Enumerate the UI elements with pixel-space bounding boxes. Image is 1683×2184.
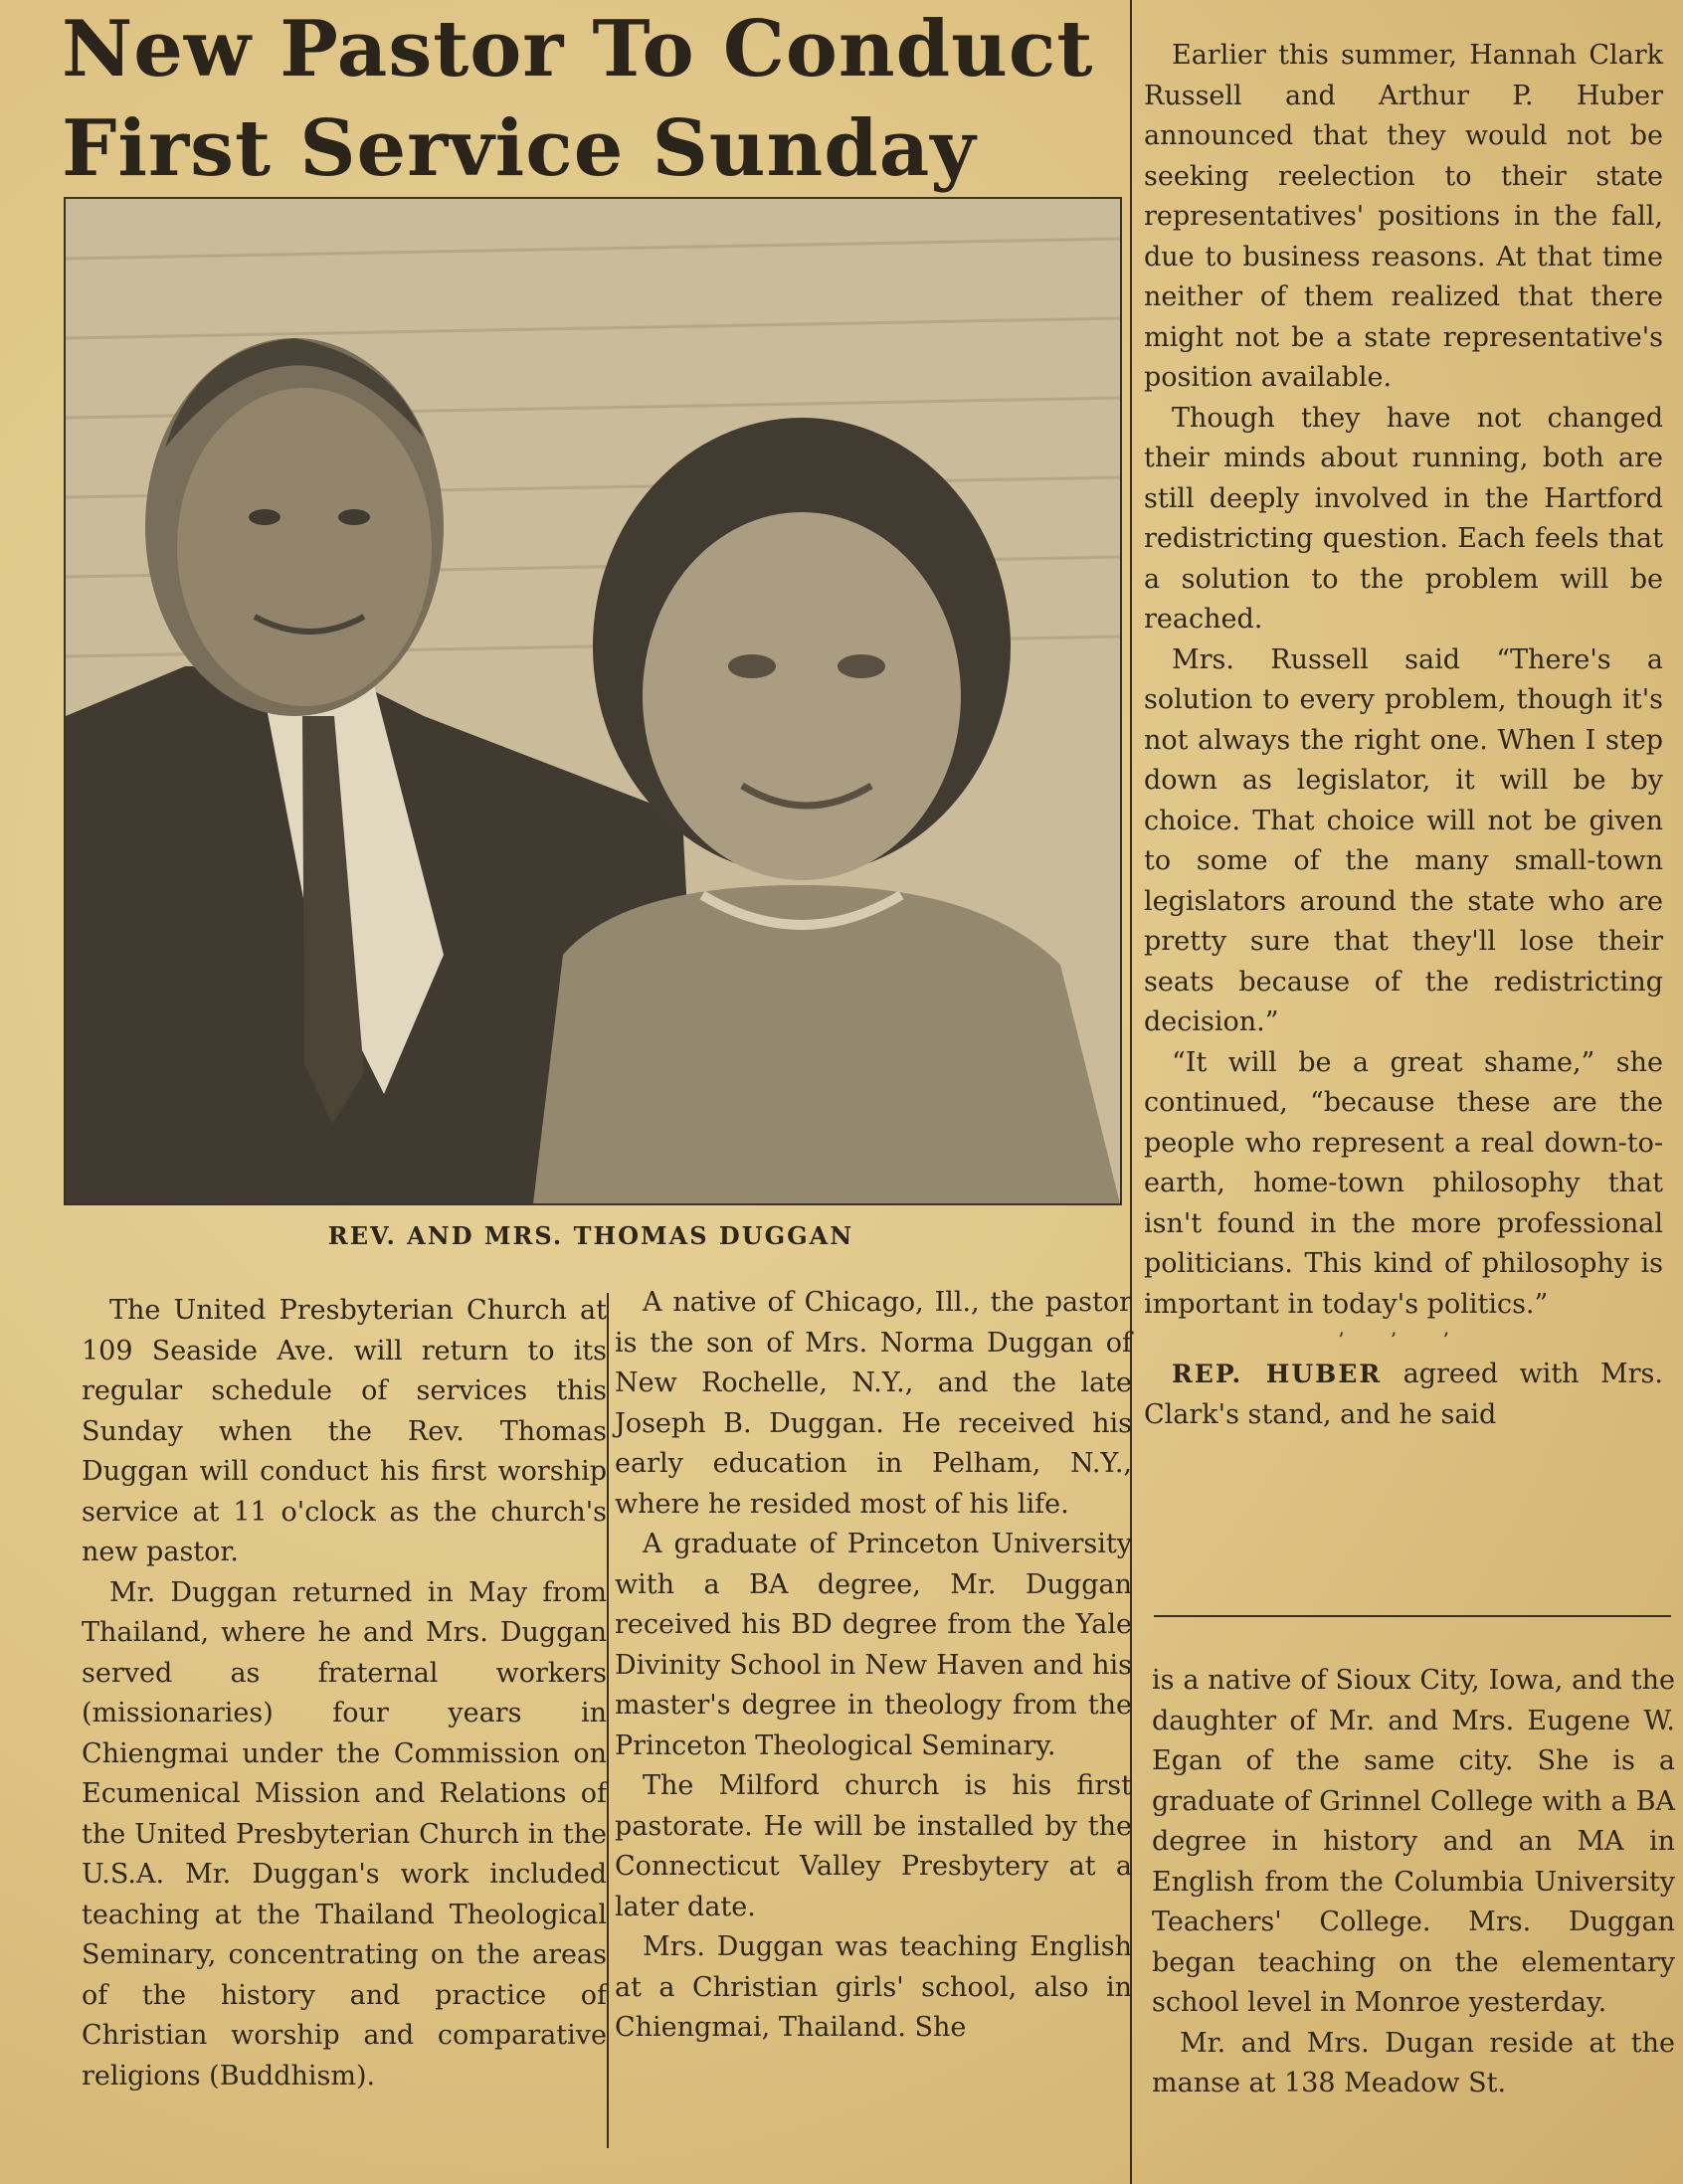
article-paragraph: A graduate of Princeton University with a BA degree, Mr. Duggan received his BD degree from the Yale Divinity School in New Haven and his master's degree in theology from the Princeton Theological Seminary. xyxy=(615,1529,1132,1761)
section-dingbats: ’ ’ ’ xyxy=(1338,1328,1469,1352)
headline-line-1: New Pastor To Conduct xyxy=(62,4,1094,94)
photo-duggan xyxy=(64,197,1122,1205)
article-continued-paragraph: is a native of Sioux City, Iowa, and the daughter of Mr. and Mrs. Eugene W. Egan of the same city. She is a graduate of Grinnel College with a BA degree in history and an MA in English from the Columbia University Teachers' College. Mrs. Duggan began teaching on the elementary school level in Monroe yesterday. xyxy=(1152,1665,1675,2018)
side-article-paragraph: Mrs. Russell said “There's a solution to every problem, though it's not always the right one. When I step down as legislator, it will be by choice. That choice will not be given to some of the many small-town legislators around the state who are pretty sure that they'll lose their seats because of the redistricting decision.” xyxy=(1144,643,1663,1037)
article-column-2 xyxy=(615,1283,1132,2049)
article-continued-paragraph: Mr. and Mrs. Dugan reside at the manse at 138 Meadow St. xyxy=(1152,2027,1675,2098)
side-article-column xyxy=(1144,36,1663,1435)
photo-illustration xyxy=(66,199,1120,1203)
headline-line-2: First Service Sunday xyxy=(62,103,977,194)
photo-caption: REV. AND MRS. THOMAS DUGGAN xyxy=(327,1221,854,1250)
continuation-rule xyxy=(1154,1615,1671,1617)
article-paragraph: The Milford church is his first pastorate. He will be installed by the Connecticut Valley Presbytery at a later date. xyxy=(615,1770,1132,1922)
side-article-paragraph: “It will be a great shame,” she continued, “because these are the people who represent a real down-to-earth, home-town philosophy that isn't found in the more professional politicians. This kind of philosophy is important in today's politics.” xyxy=(1144,1046,1663,1320)
article-column-1 xyxy=(82,1291,607,2096)
headline xyxy=(62,0,1116,199)
article-paragraph: The United Presbyterian Church at 109 Seaside Ave. will return to its regular schedule of services this Sunday when the Rev. Thomas Duggan will conduct his first worship service at 11 o'clock as the church's new pastor. xyxy=(82,1295,607,1567)
rep-huber-text: agreed with Mrs. Clark's stand, and he said xyxy=(1144,1359,1663,1430)
side-article-paragraph: Earlier this summer, Hannah Clark Russell and Arthur P. Huber announced that they would not be seeking reelection to their state representatives' positions in the fall, due to business reasons. At that time neither of them realized that there might not be a state representative's position available. xyxy=(1144,40,1663,393)
article-paragraph: Mr. Duggan returned in May from Thailand, where he and Mrs. Duggan served as fraternal workers (missionaries) four years in Chiengmai under the Commission on Ecumenical Mission and Relations of the United Presbyterian Church in the U.S.A. Mr. Duggan's work included teaching at the Thailand Theological Seminary, concentrating on the areas of the history and practice of Christian worship and comparative religions (Buddhism). xyxy=(82,1576,607,2092)
side-article-paragraph: Though they have not changed their minds about running, both are still deeply involved in the Hartford redistricting question. Each feels that a solution to the problem will be reached. xyxy=(1144,402,1663,635)
article-continued-column xyxy=(1152,1661,1675,2104)
rep-huber-lead-in: REP. HUBER xyxy=(1172,1360,1383,1388)
article-paragraph: Mrs. Duggan was teaching English at a Christian girls' school, also in Chiengmai, Thailand. She xyxy=(615,1931,1132,2043)
article-paragraph: A native of Chicago, Ill., the pastor is the son of Mrs. Norma Duggan of New Rochelle, N.Y., and the late Joseph B. Duggan. He received his early education in Pelham, N.Y., where he resided most of his life. xyxy=(615,1287,1132,1520)
column-rule-middle xyxy=(607,1293,609,2148)
side-article-final-paragraph xyxy=(1144,1355,1663,1435)
